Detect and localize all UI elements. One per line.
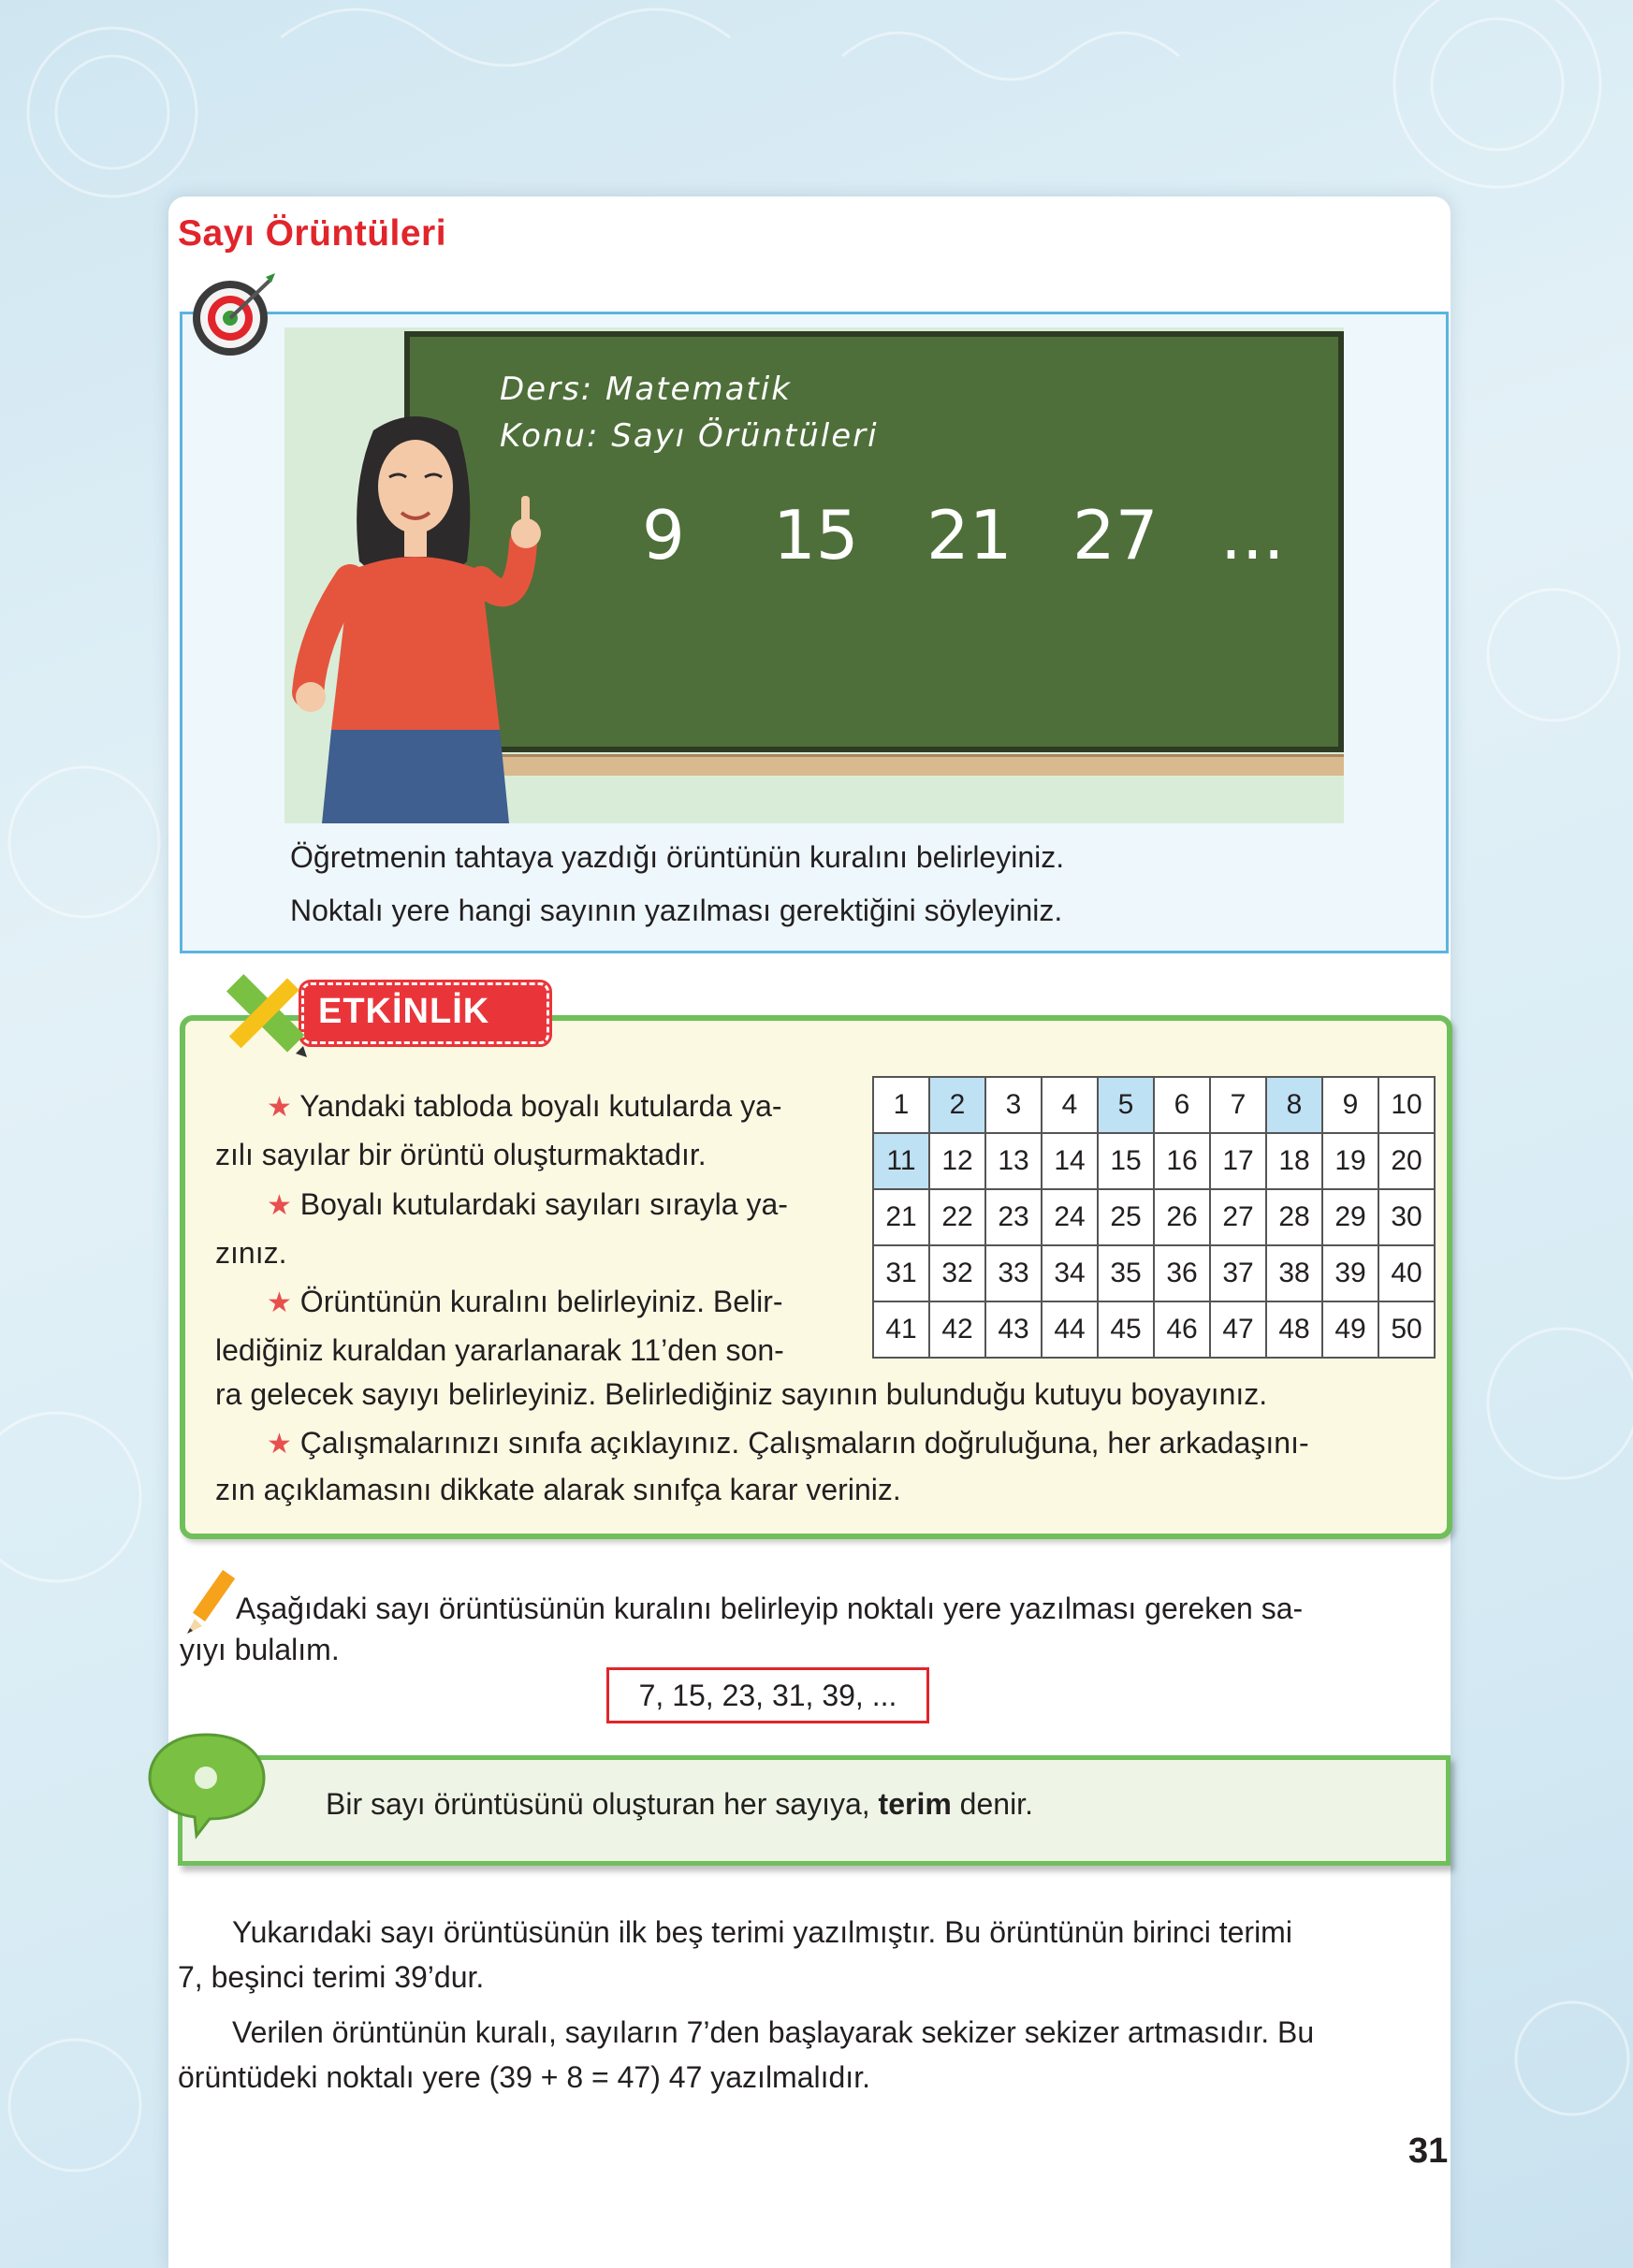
speech-bubble-icon [140,1727,271,1839]
board-number-1: 9 [642,496,685,574]
grid-cell: 45 [1098,1301,1154,1358]
star-icon: ★ [267,1092,292,1123]
explanation-p1-line2: 7, beşinci terimi 39’dur. [178,1960,485,1994]
grid-cell: 4 [1042,1077,1098,1133]
sequence-box: 7, 15, 23, 31, 39, ... [606,1667,929,1723]
explanation-p1-line1: Yukarıdaki sayı örüntüsünün ilk beş terimi yazılmıştır. Bu örüntünün birinci terimi [232,1915,1292,1949]
grid-cell: 37 [1210,1245,1266,1301]
pencil-ruler-icon [213,964,316,1067]
activity-label: ETKİNLİK [318,992,490,1031]
board-number-4: 27 [1072,496,1159,574]
grid-row [873,1133,1435,1189]
grid-cell: 42 [929,1301,985,1358]
activity-p4-line2: zın açıklamasını dikkate alarak sınıfça karar veriniz. [215,1473,901,1506]
explanation-p2-line2: örüntüdeki noktalı yere (39 + 8 = 47) 47 yazılmalıdır. [178,2060,870,2094]
board-line-2: Konu: Sayı Örüntüleri [500,417,879,455]
definition-text [326,1787,1033,1822]
grid-cell: 35 [1098,1245,1154,1301]
grid-cell: 24 [1042,1189,1098,1245]
activity-p4-line1 [267,1419,1309,1468]
grid-cell: 23 [985,1189,1042,1245]
grid-cell: 20 [1378,1133,1435,1189]
example-line-2: yıyı bulalım. [180,1633,340,1666]
activity-p2-line1 [267,1181,788,1229]
grid-cell: 15 [1098,1133,1154,1189]
grid-row [873,1245,1435,1301]
activity-text: Çalışmalarınızı sınıfa açıklayınız. Çalışmaların doğruluğuna, her arkadaşını- [299,1426,1309,1460]
star-icon: ★ [267,1429,292,1460]
grid-cell: 13 [985,1133,1042,1189]
story-question-2: Noktalı yere hangi sayının yazılması gerektiğini söyleyiniz. [290,894,1063,927]
grid-cell: 11 [873,1133,929,1189]
grid-cell: 39 [1322,1245,1378,1301]
grid-cell: 47 [1210,1301,1266,1358]
explanation-p2-line1: Verilen örüntünün kuralı, sayıların 7’den başlayarak sekizer sekizer artmasıdır. Bu [232,2015,1315,2049]
grid-cell: 9 [1322,1077,1378,1133]
board-line-1: Ders: Matematik [500,371,792,408]
grid-cell: 43 [985,1301,1042,1358]
grid-cell: 1 [873,1077,929,1133]
grid-cell: 19 [1322,1133,1378,1189]
grid-cell: 21 [873,1189,929,1245]
grid-cell: 46 [1154,1301,1210,1358]
grid-cell: 31 [873,1245,929,1301]
activity-p1-line2: zılı sayılar bir örüntü oluşturmaktadır. [215,1138,707,1171]
grid-cell: 27 [1210,1189,1266,1245]
board-ellipsis: ... [1220,496,1285,574]
grid-cell: 34 [1042,1245,1098,1301]
grid-cell: 16 [1154,1133,1210,1189]
grid-cell: 17 [1210,1133,1266,1189]
grid-cell: 25 [1098,1189,1154,1245]
grid-cell: 3 [985,1077,1042,1133]
activity-p3-line1 [267,1278,783,1327]
activity-text: Örüntünün kuralını belirleyiniz. Belir- [299,1285,783,1318]
grid-cell: 41 [873,1301,929,1358]
grid-cell: 22 [929,1189,985,1245]
activity-p2-line2: zınız. [215,1236,287,1270]
example-line-1: Aşağıdaki sayı örüntüsünün kuralını belirleyip noktalı yere yazılması gereken sa- [236,1592,1304,1625]
activity-p3-line2: lediğiniz kuraldan yararlanarak 11’den son- [215,1333,784,1367]
activity-p3-line3: ra gelecek sayıyı belirleyiniz. Belirlediğiniz sayının bulunduğu kutuyu boyayınız. [215,1377,1268,1411]
definition-after: denir. [959,1787,1033,1821]
grid-cell: 36 [1154,1245,1210,1301]
grid-cell: 6 [1154,1077,1210,1133]
grid-cell: 12 [929,1133,985,1189]
grid-cell: 14 [1042,1133,1098,1189]
activity-text: Boyalı kutulardaki sayıları sırayla ya- [299,1187,788,1221]
grid-row [873,1301,1435,1358]
grid-cell: 33 [985,1245,1042,1301]
classroom-illustration [284,327,1344,823]
grid-cell: 38 [1266,1245,1322,1301]
definition-term: terim [878,1787,952,1821]
grid-cell: 26 [1154,1189,1210,1245]
grid-cell: 49 [1322,1301,1378,1358]
grid-cell: 10 [1378,1077,1435,1133]
activity-p1-line1 [267,1083,782,1131]
definition-before: Bir sayı örüntüsünü oluşturan her sayıya, [326,1787,870,1821]
grid-cell: 7 [1210,1077,1266,1133]
grid-cell: 48 [1266,1301,1322,1358]
grid-row [873,1077,1435,1133]
number-grid [872,1076,1436,1359]
star-icon: ★ [267,1190,292,1221]
grid-cell: 28 [1266,1189,1322,1245]
dartboard-icon [187,269,277,359]
star-icon: ★ [267,1287,292,1318]
teacher-figure [284,412,565,823]
grid-cell: 50 [1378,1301,1435,1358]
grid-row [873,1189,1435,1245]
grid-cell: 2 [929,1077,985,1133]
grid-cell: 29 [1322,1189,1378,1245]
grid-cell: 32 [929,1245,985,1301]
activity-text: Yandaki tabloda boyalı kutularda ya- [299,1089,782,1123]
grid-cell: 40 [1378,1245,1435,1301]
grid-cell: 18 [1266,1133,1322,1189]
grid-cell: 5 [1098,1077,1154,1133]
board-number-3: 21 [926,496,1013,574]
story-question-1: Öğretmenin tahtaya yazdığı örüntünün kuralını belirleyiniz. [290,840,1065,874]
page-number: 31 [1408,2131,1449,2171]
grid-cell: 44 [1042,1301,1098,1358]
page-title: Sayı Örüntüleri [178,213,447,254]
grid-cell: 30 [1378,1189,1435,1245]
grid-cell: 8 [1266,1077,1322,1133]
board-number-2: 15 [773,496,859,574]
